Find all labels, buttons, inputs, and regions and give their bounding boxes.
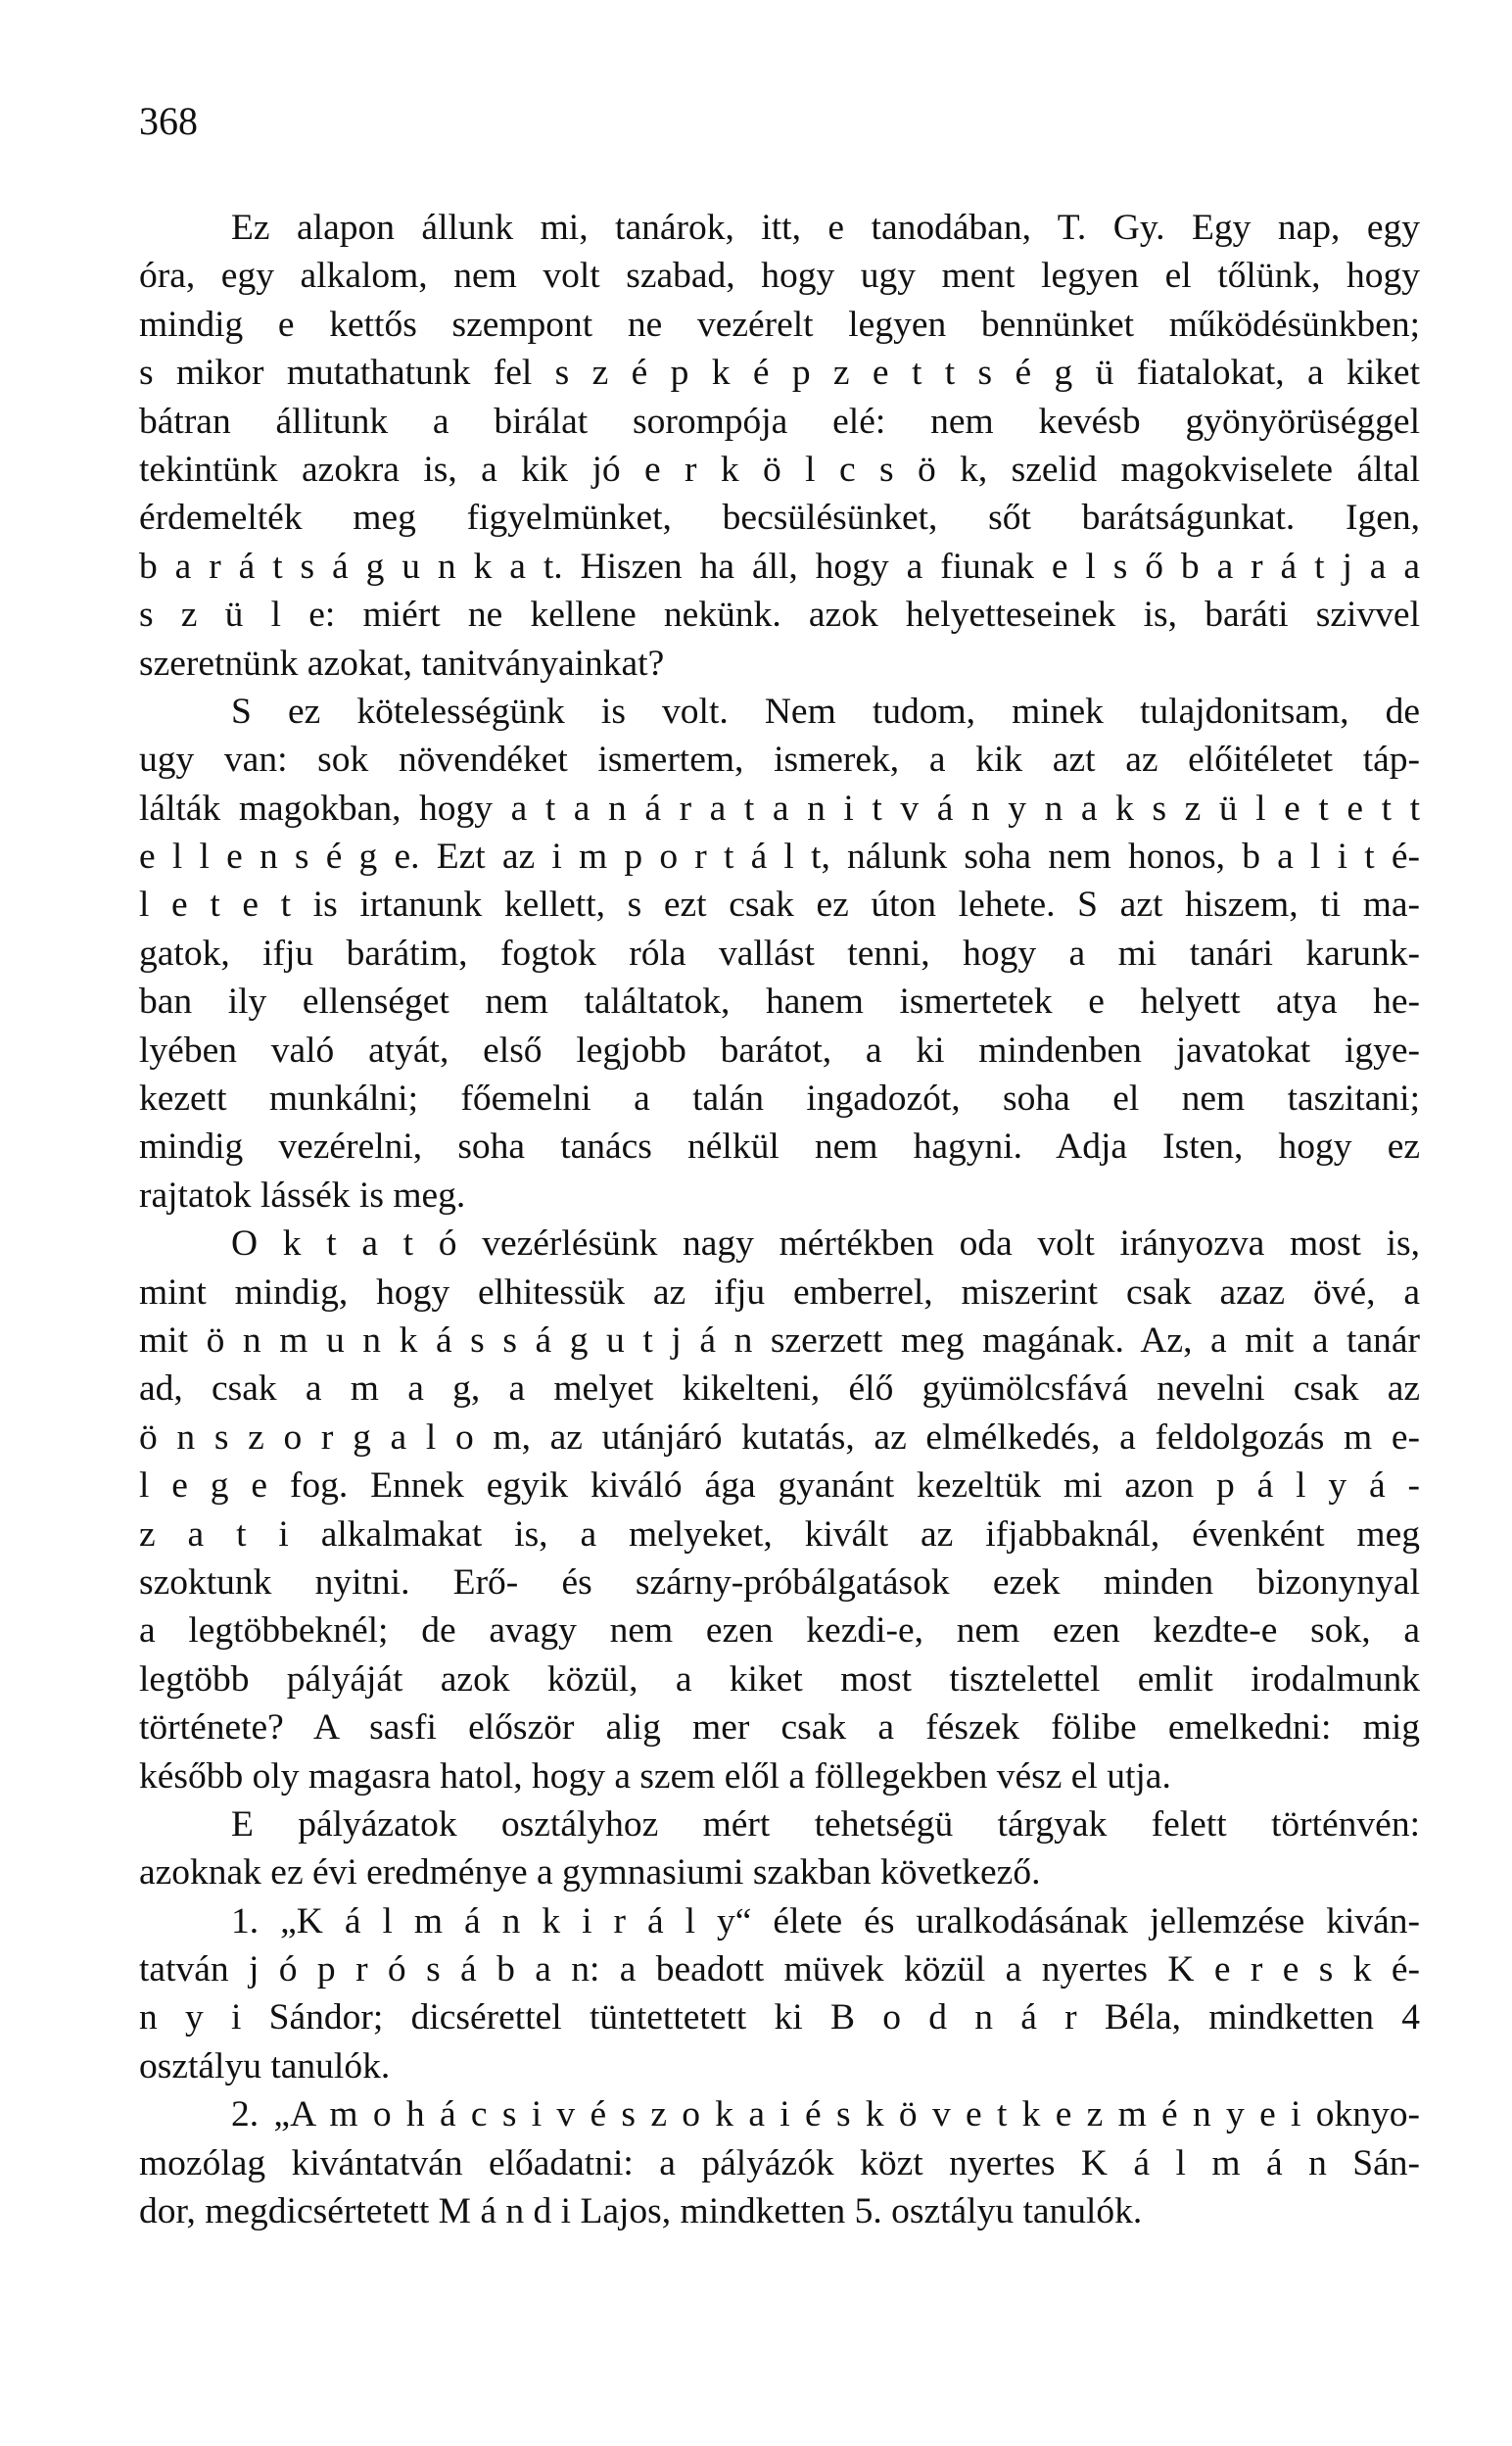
text-line: szoktunk nyitni. Erő- és szárny-próbálgatások ezek minden bizonynyal (139, 1561, 1420, 1603)
text-line: ban ily ellenséget nem találtatok, hanem ismertetek e helyett atya he- (139, 982, 1420, 1023)
text-line: később oly magasra hatol, hogy a szem elől a föllegekben vész el utja. (139, 1755, 1171, 1797)
text-line: mindig vezérelni, soha tanács nélkül nem hagyni. Adja Isten, hogy ez (139, 1127, 1420, 1168)
text-line: kezett munkálni; főemelni a talán ingadozót, soha el nem taszitani; (139, 1079, 1420, 1120)
text-line: tekintünk azokra is, a kik jó e r k ö l c s ö k, szelid magokviselete által (139, 449, 1420, 490)
text-line: s z ü l e: miért ne kellene nekünk. azok helyetteseinek is, baráti szivvel (139, 595, 1420, 636)
text-line: z a t i alkalmakat is, a melyeket, kivált az ifjabbaknál, évenként meg (139, 1513, 1420, 1555)
text-line: O k t a t ó vezérlésünk nagy mértékben oda volt irányozva most is, (231, 1223, 1420, 1265)
text-line: tatván j ó p r ó s á b a n: a beadott müvek közül a nyertes K e r e s k é- (139, 1949, 1420, 1990)
text-line: S ez kötelességünk is volt. Nem tudom, minek tulajdonitsam, de (231, 691, 1420, 732)
text-line: szeretnünk azokat, tanitványainkat? (139, 643, 665, 684)
text-line: ö n s z o r g a l o m, az utánjáró kutatás, az elmélkedés, a feldolgozás m e- (139, 1416, 1420, 1458)
text-line: mozólag kivántatván előadatni: a pályázók közt nyertes K á l m á n Sán- (139, 2142, 1420, 2183)
text-line: története? A sasfi először alig mer csak a fészek fölibe emelkedni: mig (139, 1707, 1420, 1749)
text-line: bátran állitunk a birálat sorompója elé: nem kevésb gyönyörüséggel (139, 401, 1420, 442)
text-line: lyében való atyát, első legjobb barátot, a ki mindenben javatokat igye- (139, 1030, 1420, 1071)
text-line: n y i Sándor; dicsérettel tüntettetett ki B o d n á r Béla, mindketten 4 (139, 1997, 1420, 2038)
text-line: ugy van: sok növendéket ismertem, ismerek, a kik azt az előitéletet táp- (139, 740, 1420, 781)
page-number: 368 (139, 99, 198, 143)
text-line: rajtatok lássék is meg. (139, 1175, 466, 1216)
text-line: Ez alapon állunk mi, tanárok, itt, e tanodában, T. Gy. Egy nap, egy (231, 208, 1420, 248)
text-line: s mikor mutathatunk fel s z é p k é p z e t t s é g ü fiatalokat, a kiket (139, 353, 1420, 394)
text-line: gatok, ifju barátim, fogtok róla vallást tenni, hogy a mi tanári karunk- (139, 933, 1420, 974)
body-text (139, 204, 1420, 2235)
text-line: a legtöbbeknél; de avagy nem ezen kezdi-e, nem ezen kezdte-e sok, a (139, 1610, 1420, 1652)
text-line: óra, egy alkalom, nem volt szabad, hogy ugy ment legyen el tőlünk, hogy (139, 256, 1420, 297)
text-line: dor, megdicsértetett M á n d i Lajos, mindketten 5. osztályu tanulók. (139, 2191, 1143, 2232)
text-line: osztályu tanulók. (139, 2045, 391, 2086)
text-line: e l l e n s é g e. Ezt az i m p o r t á l t, nálunk soha nem honos, b a l i t é- (139, 837, 1420, 878)
text-line: 1. „K á l m á n k i r á l y“ élete és uralkodásának jellemzése kiván- (231, 1900, 1420, 1942)
text-line: l e g e fog. Ennek egyik kiváló ága gyanánt kezeltük mi azon p á l y á - (139, 1465, 1420, 1507)
text-line: lálták magokban, hogy a t a n á r a t a n i t v á n y n a k s z ü l e t e t t (139, 788, 1420, 829)
text-line: l e t e t is irtanunk kellett, s ezt csak ez úton lehete. S azt hiszem, ti ma- (139, 885, 1420, 926)
text-line: mindig e kettős szempont ne vezérelt legyen bennünket működésünkben; (139, 304, 1420, 345)
text-line: mit ö n m u n k á s s á g u t j á n szerzett meg magának. Az, a mit a tanár (139, 1319, 1420, 1361)
text-line: érdemelték meg figyelmünket, becsülésünket, sőt barátságunkat. Igen, (139, 498, 1420, 539)
text-line: azoknak ez évi eredménye a gymnasiumi szakban következő. (139, 1852, 1041, 1894)
text-line: ad, csak a m a g, a melyet kikelteni, élő gyümölcsfává nevelni csak az (139, 1368, 1420, 1410)
text-line: legtöbb pályáját azok közül, a kiket most tisztelettel emlit irodalmunk (139, 1658, 1420, 1700)
text-line: mint mindig, hogy elhitessük az ifju emberrel, miszerint csak azaz övé, a (139, 1271, 1420, 1313)
text-line: E pályázatok osztályhoz mért tehetségü tárgyak felett történvén: (231, 1803, 1420, 1845)
text-line: 2. „A m o h á c s i v é s z o k a i é s k ö v e t k e z m é n y e i oknyo- (231, 2094, 1420, 2135)
text-line: b a r á t s á g u n k a t. Hiszen ha áll, hogy a fiunak e l s ő b a r á t j a a (139, 546, 1420, 587)
